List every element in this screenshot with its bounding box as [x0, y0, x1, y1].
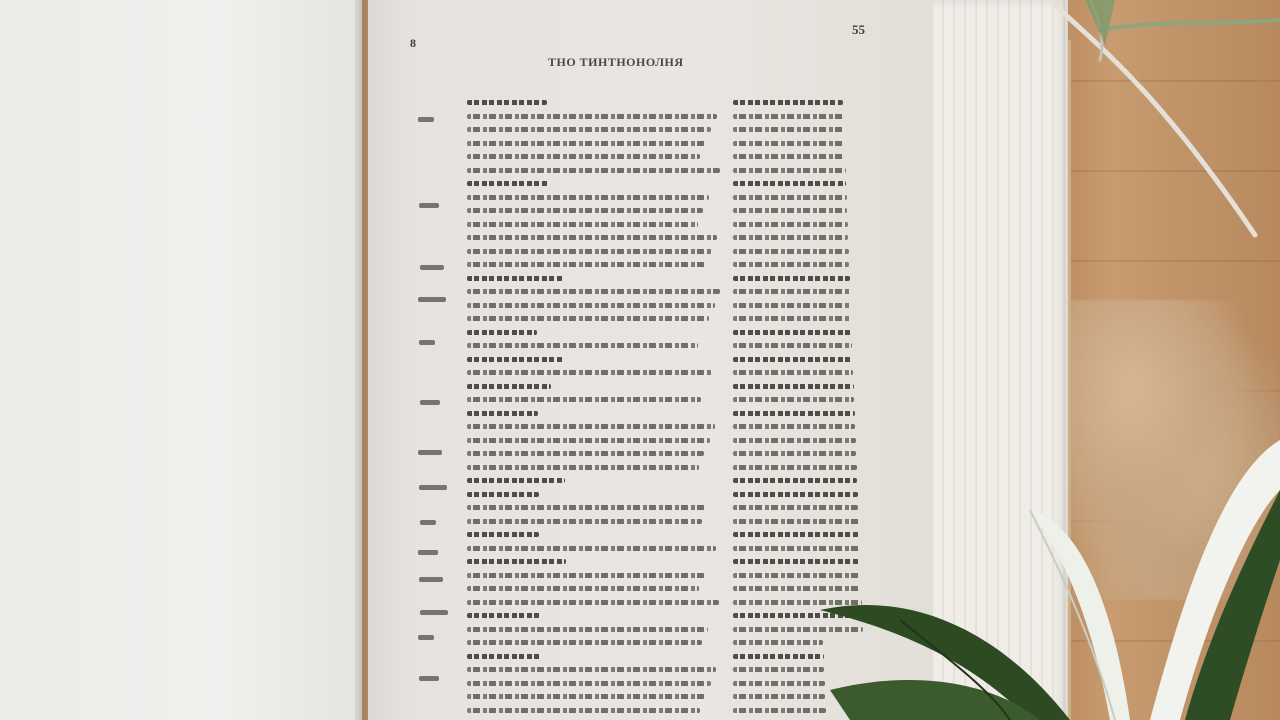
text-line — [467, 235, 717, 240]
margin-mark — [419, 340, 435, 345]
text-line — [467, 114, 717, 119]
text-line — [467, 546, 716, 551]
text-line — [733, 168, 846, 173]
margin-mark — [419, 485, 447, 490]
text-line — [467, 613, 540, 618]
text-line — [733, 370, 853, 375]
margin-mark — [418, 297, 446, 302]
text-line — [733, 222, 848, 227]
text-line — [733, 465, 857, 470]
margin-mark — [419, 577, 443, 582]
text-line — [467, 478, 565, 483]
text-line — [467, 357, 564, 362]
text-line — [467, 195, 709, 200]
text-line — [467, 276, 563, 281]
text-line — [733, 316, 851, 321]
margin-mark — [418, 450, 442, 455]
text-line — [733, 384, 854, 389]
text-line — [733, 600, 862, 605]
page-corner-mark: 8 — [410, 36, 416, 50]
text-line — [733, 181, 846, 186]
text-line — [733, 141, 845, 146]
text-line — [733, 357, 853, 362]
text-line — [467, 411, 538, 416]
text-line — [467, 424, 715, 429]
text-line — [733, 532, 859, 537]
text-line — [467, 492, 539, 497]
running-head: ТНО ТИНТНОНОЛНЯ — [548, 55, 684, 69]
text-line — [467, 168, 720, 173]
text-line — [467, 559, 566, 564]
text-line — [733, 411, 855, 416]
text-line — [467, 505, 707, 510]
text-line — [467, 586, 699, 591]
text-line — [467, 181, 548, 186]
text-line — [467, 627, 708, 632]
text-line — [467, 438, 710, 443]
text-line — [467, 208, 703, 213]
text-line — [733, 114, 844, 119]
margin-mark — [419, 676, 439, 681]
text-line — [733, 262, 849, 267]
text-line — [733, 397, 854, 402]
text-line — [733, 154, 845, 159]
text-line — [467, 262, 706, 267]
text-line — [733, 627, 863, 632]
text-line — [733, 667, 824, 672]
text-line — [733, 303, 851, 308]
text-line — [733, 586, 861, 591]
text-line — [467, 532, 539, 537]
margin-mark — [420, 610, 448, 615]
page-edges — [933, 0, 1068, 720]
text-line — [733, 613, 862, 618]
text-line — [467, 681, 711, 686]
text-line — [733, 492, 858, 497]
text-line — [467, 708, 700, 713]
text-line — [467, 127, 711, 132]
text-line — [733, 451, 856, 456]
margin-mark — [418, 117, 434, 122]
text-line — [467, 316, 709, 321]
page-number: 55 — [852, 22, 865, 37]
margin-mark — [419, 203, 439, 208]
text-line — [467, 519, 702, 524]
text-line — [467, 289, 720, 294]
text-line — [467, 573, 705, 578]
text-line — [467, 667, 716, 672]
text-line — [733, 505, 858, 510]
dried-pampas-grass — [1068, 300, 1280, 600]
text-line — [733, 519, 859, 524]
text-line — [733, 289, 850, 294]
text-line — [733, 330, 852, 335]
margin-mark — [420, 520, 436, 525]
left-blank-page — [0, 0, 362, 720]
text-line — [467, 222, 698, 227]
margin-mark — [420, 400, 440, 405]
margin-mark — [418, 635, 434, 640]
text-line — [733, 249, 849, 254]
text-line — [733, 424, 855, 429]
text-line — [733, 478, 857, 483]
text-line — [467, 249, 712, 254]
margin-mark — [418, 550, 438, 555]
text-line — [733, 546, 860, 551]
text-line — [733, 438, 856, 443]
text-line — [733, 235, 848, 240]
text-line — [733, 343, 852, 348]
text-line — [467, 600, 719, 605]
text-line — [733, 654, 824, 659]
text-line — [467, 654, 541, 659]
text-line — [733, 127, 844, 132]
margin-mark — [420, 265, 444, 270]
text-line — [733, 208, 847, 213]
text-line — [467, 397, 701, 402]
text-line — [467, 640, 702, 645]
text-line — [467, 330, 537, 335]
text-line — [467, 694, 705, 699]
text-line — [467, 384, 551, 389]
text-line — [467, 343, 698, 348]
text-line — [467, 303, 715, 308]
text-line — [467, 370, 712, 375]
text-line — [733, 694, 825, 699]
text-line — [467, 154, 700, 159]
text-line — [733, 681, 825, 686]
text-line — [467, 451, 704, 456]
text-line — [733, 276, 850, 281]
text-line — [733, 640, 823, 645]
text-line — [733, 708, 826, 713]
text-line — [733, 100, 843, 105]
text-line — [467, 100, 547, 105]
text-line — [733, 559, 860, 564]
text-line — [733, 573, 861, 578]
text-line — [467, 465, 699, 470]
text-line — [467, 141, 706, 146]
text-line — [733, 195, 847, 200]
